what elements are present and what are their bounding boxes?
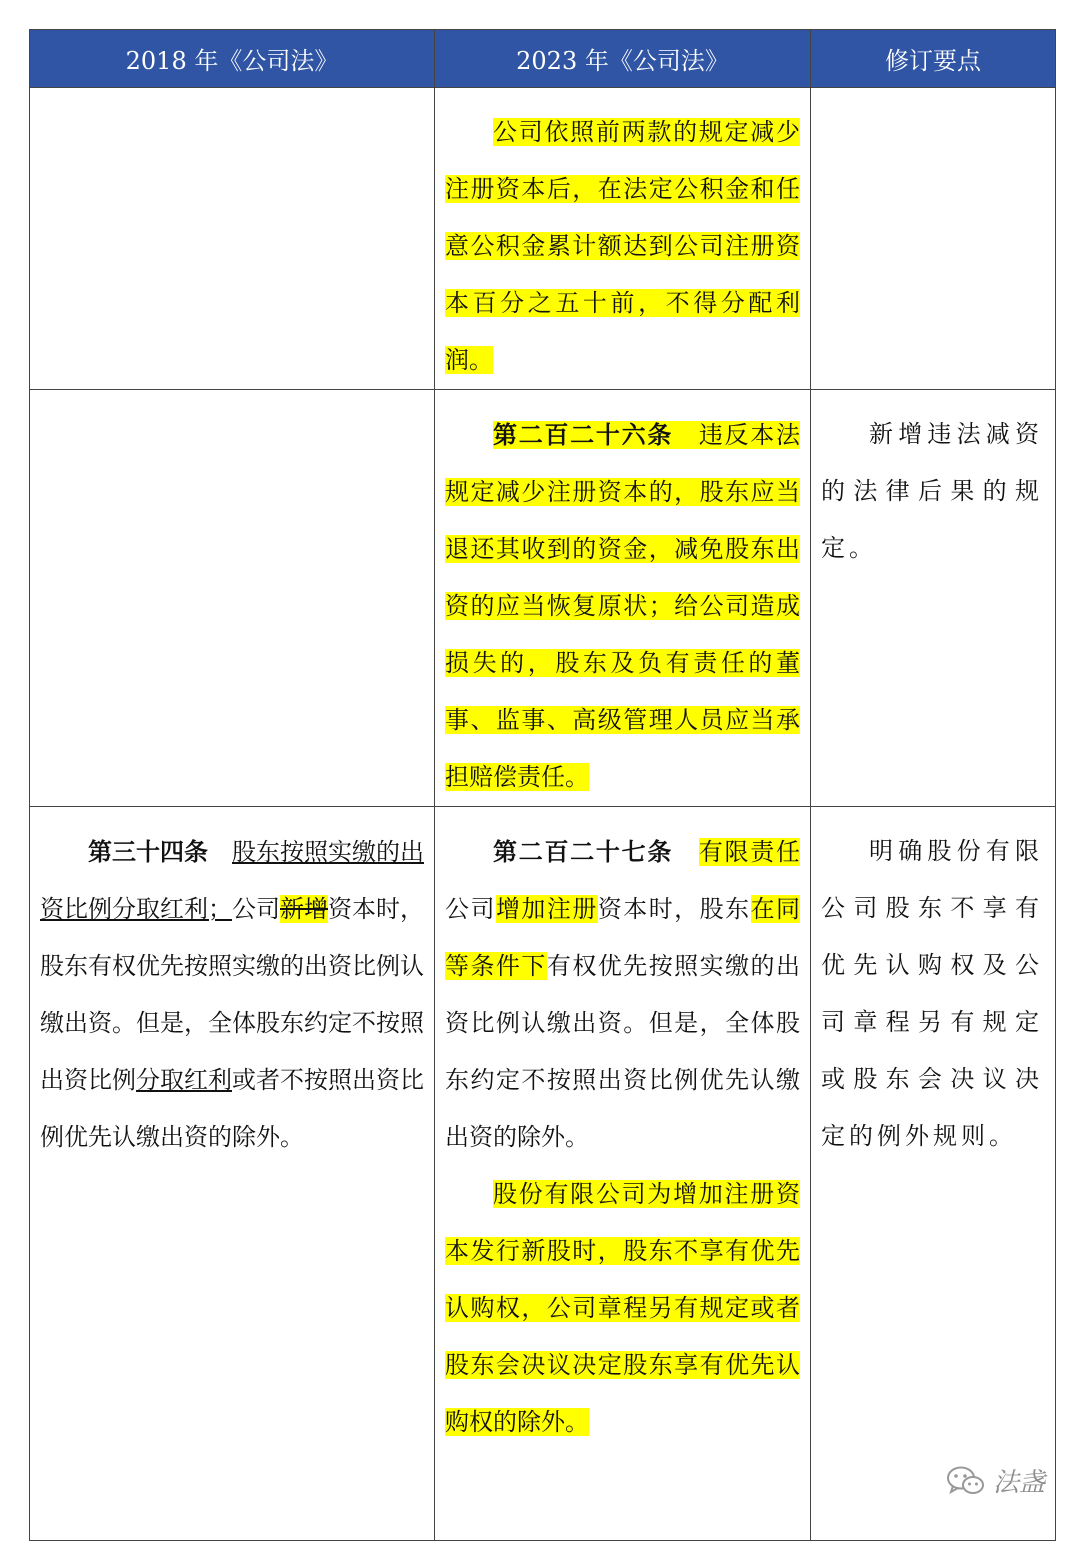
article-number: 第二百二十七条 <box>493 837 674 866</box>
highlighted-text: 有限责任 <box>698 838 801 866</box>
new-law-text: 违反本法规定减少注册资本的，股东应当退还其收到的资金，减免股东出资的应当恢复原状；给公司造成损失的，股东及负有责任的董事、监事、高级管理人员应当承担赔偿责任。 <box>445 421 801 791</box>
watermark <box>945 1462 1045 1499</box>
table-row <box>30 88 1056 390</box>
watermark-text: 法盏 <box>993 1468 1046 1498</box>
old-law-cell <box>30 88 435 390</box>
note-cell <box>811 390 1056 807</box>
new-law-text: 资本时，股东 <box>597 895 751 923</box>
struck-text: 新增 <box>280 895 328 923</box>
new-law-text: 公司 <box>445 895 496 923</box>
wechat-icon <box>945 1465 987 1497</box>
old-law-text: 公司 <box>232 895 280 923</box>
old-law-text: 或者不按照出资比例优先认缴出资的除外。 <box>40 1066 424 1151</box>
header-row <box>30 30 1056 88</box>
article-number: 第二百二十六条 <box>493 420 674 449</box>
old-law-cell <box>30 807 435 1541</box>
table-row <box>30 807 1056 1541</box>
note-cell <box>811 807 1056 1541</box>
new-law-cell <box>435 390 811 807</box>
header-2023: 2023 年《公司法》 <box>435 30 811 88</box>
old-law-text: 资本时，股东有权优先按照实缴的出资比例认缴出资。但是，全体股东约定不按照出资比例 <box>40 895 424 1094</box>
highlighted-text: 在同等条件下 <box>445 895 801 980</box>
comparison-table <box>29 29 1056 1541</box>
old-law-cell <box>30 390 435 807</box>
header-revision-points: 修订要点 <box>811 30 1056 88</box>
new-law-text: 有权优先按照实缴的出资比例认缴出资。但是，全体股东约定不按照出资比例优先认缴出资的除外。 <box>445 952 801 1151</box>
table-row <box>30 390 1056 807</box>
new-law-text: 股份有限公司为增加注册资本发行新股时，股东不享有优先认购权，公司章程另有规定或者股东会决议决定股东享有优先认购权的除外。 <box>445 1180 800 1436</box>
underlined-text: 分取红利 <box>136 1066 232 1094</box>
highlighted-text: 增加注册 <box>495 895 598 923</box>
new-law-cell <box>435 807 811 1541</box>
underlined-text: 股东按照实缴的出资比例分取红利； <box>40 838 424 923</box>
article-number: 第三十四条 <box>88 837 208 866</box>
header-2018: 2018 年《公司法》 <box>30 30 435 88</box>
new-law-cell <box>435 88 811 390</box>
revision-note: 明确股份有限公司股东不享有优先认购权及公司章程另有规定或股东会决议决定的例外规则。 <box>821 837 1043 1150</box>
new-law-text: 公司依照前两款的规定减少注册资本后，在法定公积金和任意公积金累计额达到公司注册资本百分之五十前，不得分配利润。 <box>445 118 800 374</box>
revision-note: 新增违法减资的法律后果的规定。 <box>821 420 1043 562</box>
note-cell <box>811 88 1056 390</box>
